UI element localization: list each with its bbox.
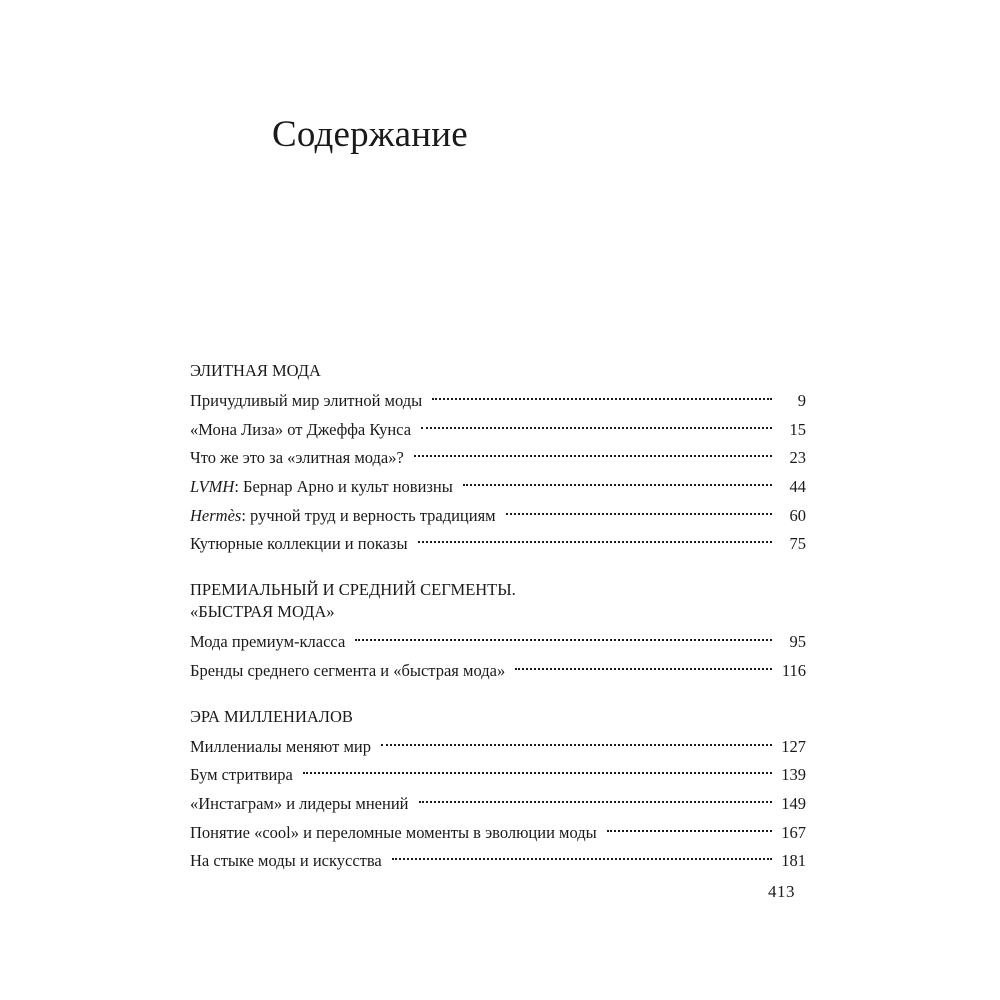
toc-entry[interactable]: [190, 416, 806, 445]
toc-entry[interactable]: [190, 387, 806, 416]
toc-section: [190, 579, 806, 685]
entry-title-text: Что же это за «элитная мода»?: [190, 448, 404, 468]
entry-title: [190, 444, 404, 473]
toc-entry[interactable]: [190, 733, 806, 762]
dot-leader: [419, 801, 773, 803]
dot-leader: [355, 639, 772, 641]
dot-leader: [414, 455, 772, 457]
toc-entry[interactable]: [190, 657, 806, 686]
page-number: 413: [768, 882, 795, 901]
entry-page-number: 116: [781, 660, 806, 680]
dot-leader: [421, 427, 772, 429]
entry-title: [190, 657, 505, 686]
entry-title-text: : ручной труд и верность традициям: [241, 505, 496, 525]
entry-title: [190, 473, 453, 502]
section-heading-line: «БЫСТРАЯ МОДА»: [190, 602, 335, 622]
toc-entry[interactable]: [190, 502, 806, 531]
toc-section: [190, 706, 806, 876]
dot-leader: [463, 484, 772, 486]
entry-title: [190, 819, 597, 848]
section-heading-line: ЭЛИТНАЯ МОДА: [190, 361, 321, 380]
entry-title-text: Миллениалы меняют мир: [190, 736, 372, 756]
entry-title-text: На стыке моды и искусства: [190, 851, 382, 871]
entry-title: [190, 502, 496, 531]
entry-title-italic: Hermès: [190, 505, 242, 525]
entry-page-number: 167: [781, 822, 806, 842]
section-heading-line: ЭРА МИЛЛЕНИАЛОВ: [190, 706, 353, 726]
toc-entry[interactable]: [190, 530, 806, 559]
entry-title-text: Бум стритвира: [190, 765, 293, 785]
entry-title: [190, 847, 382, 876]
toc-entry[interactable]: [190, 847, 806, 876]
table-of-contents: [190, 360, 806, 876]
entry-title: [190, 416, 411, 445]
dot-leader: [392, 858, 772, 860]
entry-title-text: Мода премиум-класса: [190, 632, 346, 652]
entry-title-italic: LVMH: [190, 477, 235, 497]
toc-entry[interactable]: [190, 790, 806, 819]
toc-entry[interactable]: [190, 628, 806, 657]
section-heading: [190, 360, 806, 382]
page-title: Содержание: [272, 113, 468, 155]
dot-leader: [418, 541, 772, 543]
section-heading: [190, 706, 806, 728]
dot-leader: [515, 668, 772, 670]
entry-page-number: 181: [781, 851, 806, 871]
entry-page-number: 60: [789, 505, 806, 525]
entry-title-text: : Бернар Арно и культ новизны: [234, 477, 453, 497]
entry-title: [190, 387, 422, 416]
entry-page-number: 9: [797, 391, 806, 410]
entry-title: [190, 733, 371, 762]
entry-title-text: «Мона Лиза» от Джеффа Кунса: [190, 419, 412, 439]
dot-leader: [607, 830, 772, 832]
entry-title: [190, 761, 293, 790]
toc-entry[interactable]: [190, 473, 806, 502]
entry-page-number: 139: [781, 765, 806, 785]
entry-title: [190, 790, 409, 819]
dot-leader: [432, 398, 772, 400]
dot-leader: [303, 772, 772, 774]
toc-entry[interactable]: [190, 761, 806, 790]
dot-leader: [381, 744, 772, 746]
entry-title: [190, 530, 408, 559]
entry-title-text: «Инстаграм» и лидеры мнений: [190, 793, 409, 813]
section-heading-line: ПРЕМИАЛЬНЫЙ И СРЕДНИЙ СЕГМЕНТЫ.: [190, 580, 516, 600]
section-heading: [190, 579, 806, 623]
entry-page-number: 95: [789, 632, 806, 652]
entry-title-text: Понятие «cool» и переломные моменты в эволюции моды: [190, 822, 597, 842]
entry-page-number: 149: [781, 793, 806, 813]
entry-page-number: 44: [789, 477, 806, 497]
entry-page-number: 15: [789, 419, 806, 439]
dot-leader: [506, 513, 772, 515]
entry-title-text: Кутюрные коллекции и показы: [190, 534, 408, 554]
entry-title: [190, 628, 345, 657]
toc-entry[interactable]: [190, 444, 806, 473]
toc-section: [190, 360, 806, 559]
entry-page-number: 75: [789, 534, 806, 554]
entry-page-number: 127: [781, 736, 806, 756]
toc-entry[interactable]: [190, 819, 806, 848]
entry-title-text: Причудливый мир элитной моды: [190, 391, 423, 410]
entry-title-text: Бренды среднего сегмента и «быстрая мода»: [190, 660, 506, 680]
entry-page-number: 23: [789, 448, 806, 468]
